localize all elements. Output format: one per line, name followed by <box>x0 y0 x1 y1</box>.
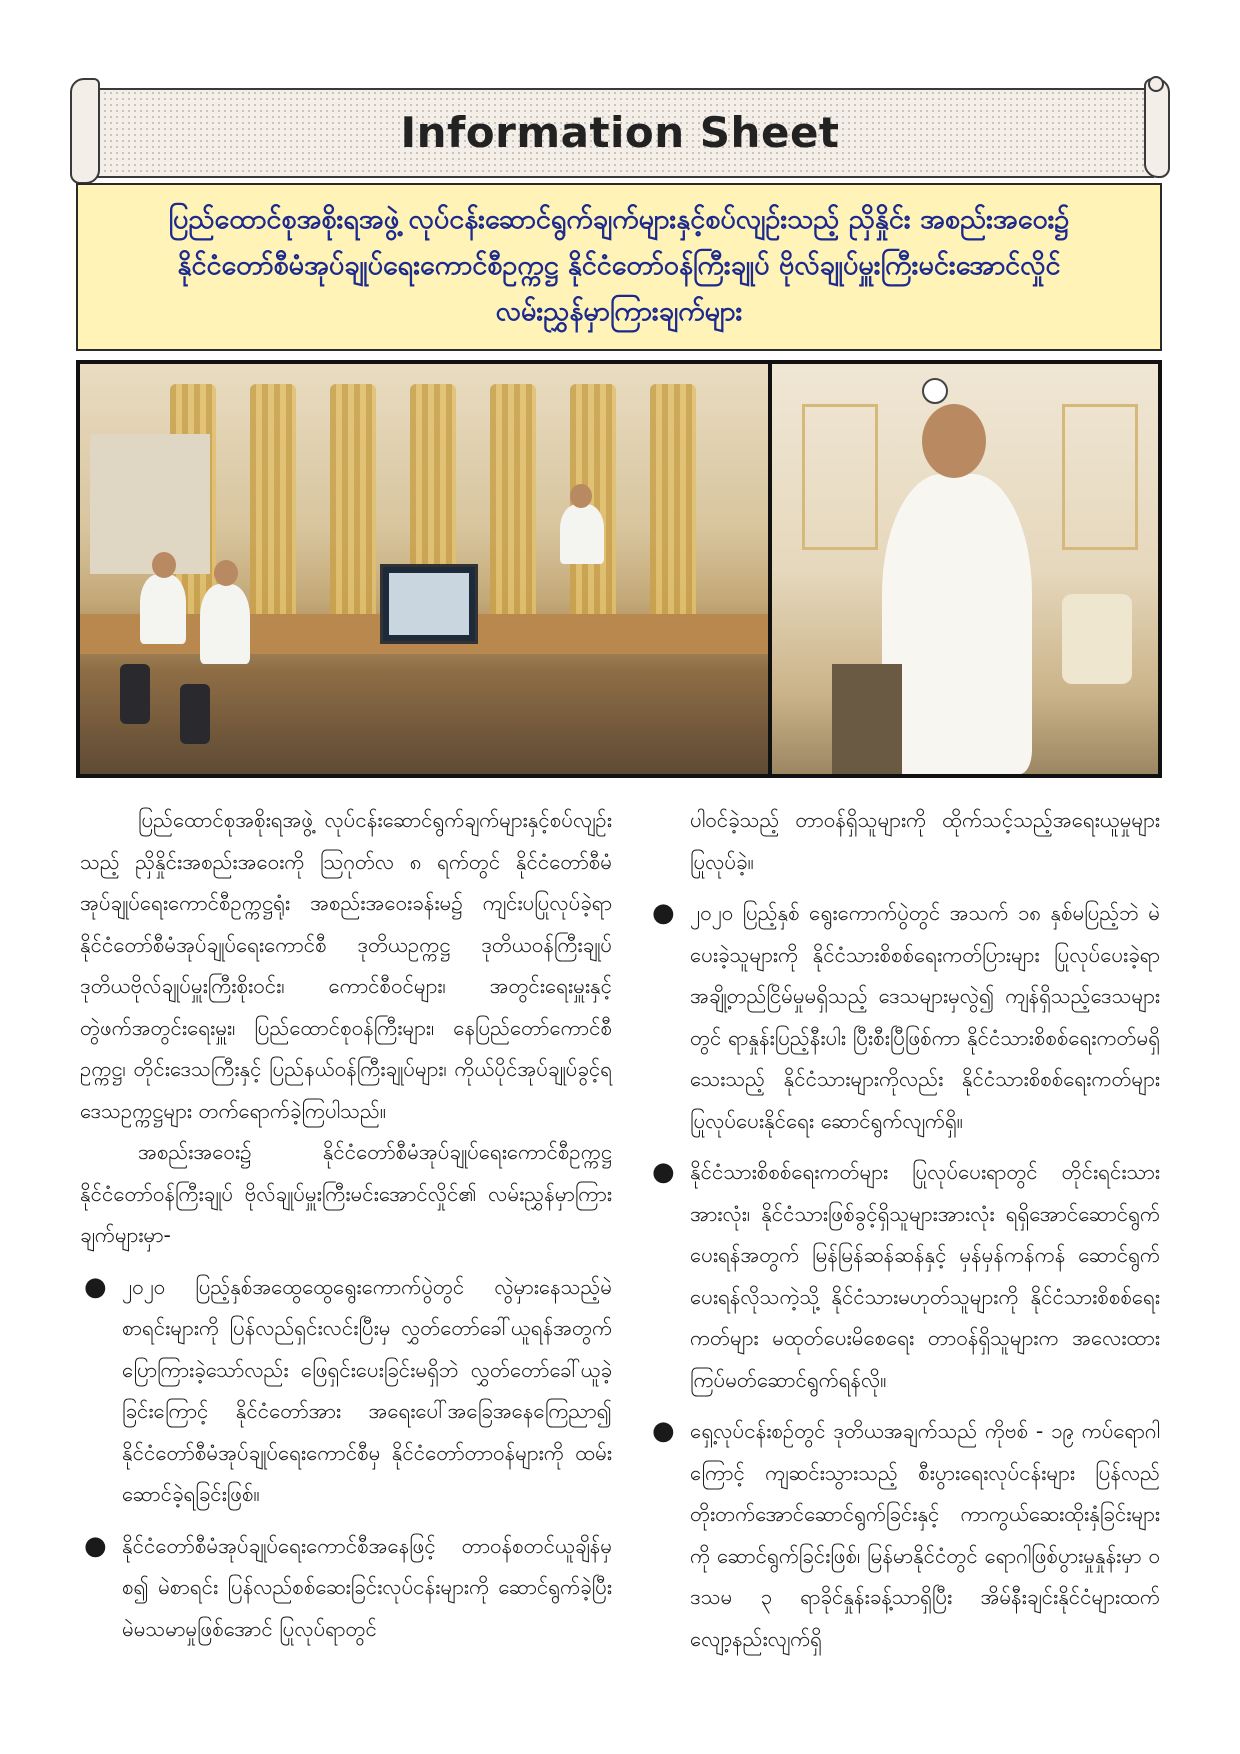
bullet-icon: ● <box>84 1271 107 1302</box>
curtain <box>330 384 376 614</box>
list-item <box>648 1411 1160 1660</box>
list-item-text: နိုင်ငံတော်စီမံအုပ်ချုပ်ရေးကောင်စီအနေဖြင့် တာဝန်စတင်ယူချိန်မှစ၍ မဲစာရင်း ပြန်လည်စစ်ဆေးခြင်းလုပ်ငန်းများကို ဆောင်ရွက်ခဲ့ပြီး မဲမသမာမှုဖြစ်အောင် ပြုလုပ်ရာတွင် <box>122 1533 612 1641</box>
headline-line-3: လမ်းညွှန်မှာကြားချက်များ <box>495 296 743 327</box>
headline-box <box>76 183 1162 351</box>
bullet-icon: ● <box>652 1157 675 1187</box>
paragraph: အစည်းအဝေး၌ နိုင်ငံတော်စီမံအုပ်ချုပ်ရေးကောင်စီဥက္ကဋ္ဌ နိုင်ငံတော်ဝန်ကြီးချုပ် ဗိုလ်ချုပ်မှူးကြီးမင်းအောင်လှိုင်၏ လမ်းညွှန်မှာကြားချက်များမှာ- <box>80 1140 612 1247</box>
bullet-icon: ● <box>652 1416 675 1446</box>
list-item <box>648 893 1160 1142</box>
list-item-text: ၂၀၂၀ ပြည့်နှစ်အထွေထွေရွေးကောက်ပွဲတွင် လွဲမှားနေသည့်မဲစာရင်းများကို ပြန်လည်ရှင်းလင်းပြီးမှ လွှတ်တော်ခေါ်ယူရန်အတွက် ပြောကြားခဲ့သော်လည်း ဖြေရှင်းပေးခြင်းမရှိဘဲ လွှတ်တော်ခေါ်ယူခဲ့ခြင်းကြောင့် နိုင်ငံတော်အား အရေးပေါ်အခြေအနေကြေညာ၍ နိုင်ငံတော်စီမံအုပ်ချုပ်ရေးကောင်စီမှ နိုင်ငံတော်တာဝန်များကို ထမ်းဆောင်ခဲ့ရခြင်းဖြစ်။ <box>122 1274 612 1506</box>
paragraph: ပြည်ထောင်စုအစိုးရအဖွဲ့ လုပ်ငန်းဆောင်ရွက်ချက်များနှင့်စပ်လျဉ်းသည့် ညှိနှိုင်းအစည်းအဝေးကို ဩဂုတ်လ ၈ ရက်တွင် နိုင်ငံတော်စီမံအုပ်ချုပ်ရေးကောင်စီဥက္ကဋ္ဌရုံး အစည်းအဝေးခန်းမ၌ ကျင်းပပြုလုပ်ခဲ့ရာ နိုင်ငံတော်စီမံအုပ်ချုပ်ရေးကောင်စီ ဒုတိယဥက္ကဋ္ဌ ဒုတိယဝန်ကြီးချုပ် ဒုတိယဗိုလ်ချုပ်မှူးကြီးစိုးဝင်း၊ ကောင်စီဝင်များ၊ အတွင်းရေးမှူးနှင့် တွဲဖက်အတွင်းရေးမှူး၊ ပြည်ထောင်စုဝန်ကြီးများ၊ နေပြည်တော်ကောင်စီဥက္ကဋ္ဌ၊ တိုင်းဒေသကြီးနှင့် ပြည်နယ်ဝန်ကြီးချုပ်များ၊ ကိုယ်ပိုင်အုပ်ချုပ်ခွင့်ရဒေသဥက္ကဋ္ဌများ တက်ရောက်ခဲ့ကြပါသည်။ <box>80 808 612 1123</box>
curtain <box>250 384 296 614</box>
list-item <box>80 1267 612 1516</box>
headline-line-2: နိုင်ငံတော်စီမံအုပ်ချုပ်ရေးကောင်စီဥက္ကဋ္ဌ နိုင်ငံတော်ဝန်ကြီးချုပ် ဗိုလ်ချုပ်မှူးကြီးမင်းအောင်လှိုင် <box>177 250 1061 281</box>
list-item-text: ၂၀၂၀ ပြည့်နှစ် ရွေးကောက်ပွဲတွင် အသက် ၁၈ နှစ်မပြည့်ဘဲ မဲပေးခဲ့သူများကို နိုင်ငံသားစိစစ်ရေးကတ်ပြားများ ပြုလုပ်ပေးခဲ့ရာ အချို့တည်ငြိမ်မှုမရှိသည့် ဒေသများမှလွဲ၍ ကျန်ရှိသည့်ဒေသများတွင် ရာနှုန်းပြည့်နီးပါး ပြီးစီးပြီဖြစ်ကာ နိုင်ငံသားစိစစ်ရေးကတ်မရှိသေးသည့် နိုင်ငံသားများကိုလည်း နိုင်ငံသားစိစစ်ရေးကတ်များ ပြုလုပ်ပေးနိုင်ရေး ဆောင်ရွက်လျက်ရှိ။ <box>690 901 1160 1133</box>
bullet-icon: ● <box>84 1530 107 1561</box>
wall-screen <box>90 434 210 574</box>
speaker-head <box>922 404 986 478</box>
chair <box>180 684 210 744</box>
attendee-head <box>152 552 176 578</box>
monitor <box>380 564 478 644</box>
right-column <box>648 800 1160 1660</box>
list-item-text: ရှေ့လုပ်ငန်းစဉ်တွင် ဒုတိယအချက်သည် ကိုဗစ် - ၁၉ ကပ်ရောဂါကြောင့် ကျဆင်းသွားသည့် စီးပွားရေးလုပ်ငန်းများ ပြန်လည်တိုးတက်အောင်ဆောင်ရွက်ခြင်းနှင့် ကာကွယ်ဆေးထိုးနှံခြင်းများကို ဆောင်ရွက်ခြင်းဖြစ်၊ မြန်မာနိုင်ငံတွင် ရောဂါဖြစ်ပွားမှုနှုန်းမှာ ၀ ဒသမ ၃ ရာခိုင်နှုန်းခန့်သာရှိပြီး အိမ်နီးချင်းနိုင်ငံများထက် လျော့နည်းလျက်ရှိ <box>690 1419 1160 1651</box>
attendee <box>560 504 604 564</box>
meeting-room-photo <box>80 364 768 774</box>
attendee <box>140 574 186 644</box>
podium <box>832 664 902 774</box>
continued-text: ပါဝင်ခဲ့သည့် တာဝန်ရှိသူများကို ထိုက်သင့်သည့်အရေးယူမှုများ ပြုလုပ်ခဲ့။ <box>690 808 1160 874</box>
curtain <box>650 384 696 614</box>
speaker <box>882 474 1032 774</box>
list-item <box>648 1152 1160 1401</box>
wall-panel <box>1062 404 1138 550</box>
curtain <box>490 384 536 614</box>
page-title: Information Sheet <box>400 108 840 157</box>
speaker-standing-photo <box>772 364 1158 774</box>
clock-icon <box>922 378 948 404</box>
chair <box>120 664 150 724</box>
attendee-head <box>214 560 238 586</box>
photo-panel <box>76 360 1162 778</box>
headline-line-1: ပြည်ထောင်စုအစိုးရအဖွဲ့ လုပ်ငန်းဆောင်ရွက်ချက်များနှင့်စပ်လျဉ်းသည့် ညှိနှိုင်း အစည်းအဝေး၌ <box>168 204 1070 235</box>
cushion <box>1062 594 1132 684</box>
list-item <box>80 1526 612 1651</box>
wall-panel <box>802 404 878 550</box>
title-banner <box>70 78 1170 188</box>
attendee <box>200 584 250 664</box>
list-item-text: နိုင်ငံသားစိစစ်ရေးကတ်များ ပြုလုပ်ပေးရာတွင် တိုင်းရင်းသားအားလုံး၊ နိုင်ငံသားဖြစ်ခွင့်ရှိသူများအားလုံး ရရှိအောင်ဆောင်ရွက်ပေးရန်အတွက် မြန်မြန်ဆန်ဆန်နှင့် မှန်မှန်ကန်ကန် ဆောင်ရွက်ပေးရန်လိုသကဲ့သို့ နိုင်ငံသားမဟုတ်သူများကို နိုင်ငံသားစိစစ်ရေးကတ်များ မထုတ်ပေးမိစေရေး တာဝန်ရှိသူများက အလေးထားကြပ်မတ်ဆောင်ရွက်ရန်လို။ <box>690 1160 1160 1392</box>
left-column <box>80 800 612 1650</box>
attendee-head <box>570 484 592 508</box>
scroll-knob <box>1148 76 1164 92</box>
bullet-icon: ● <box>652 898 675 928</box>
